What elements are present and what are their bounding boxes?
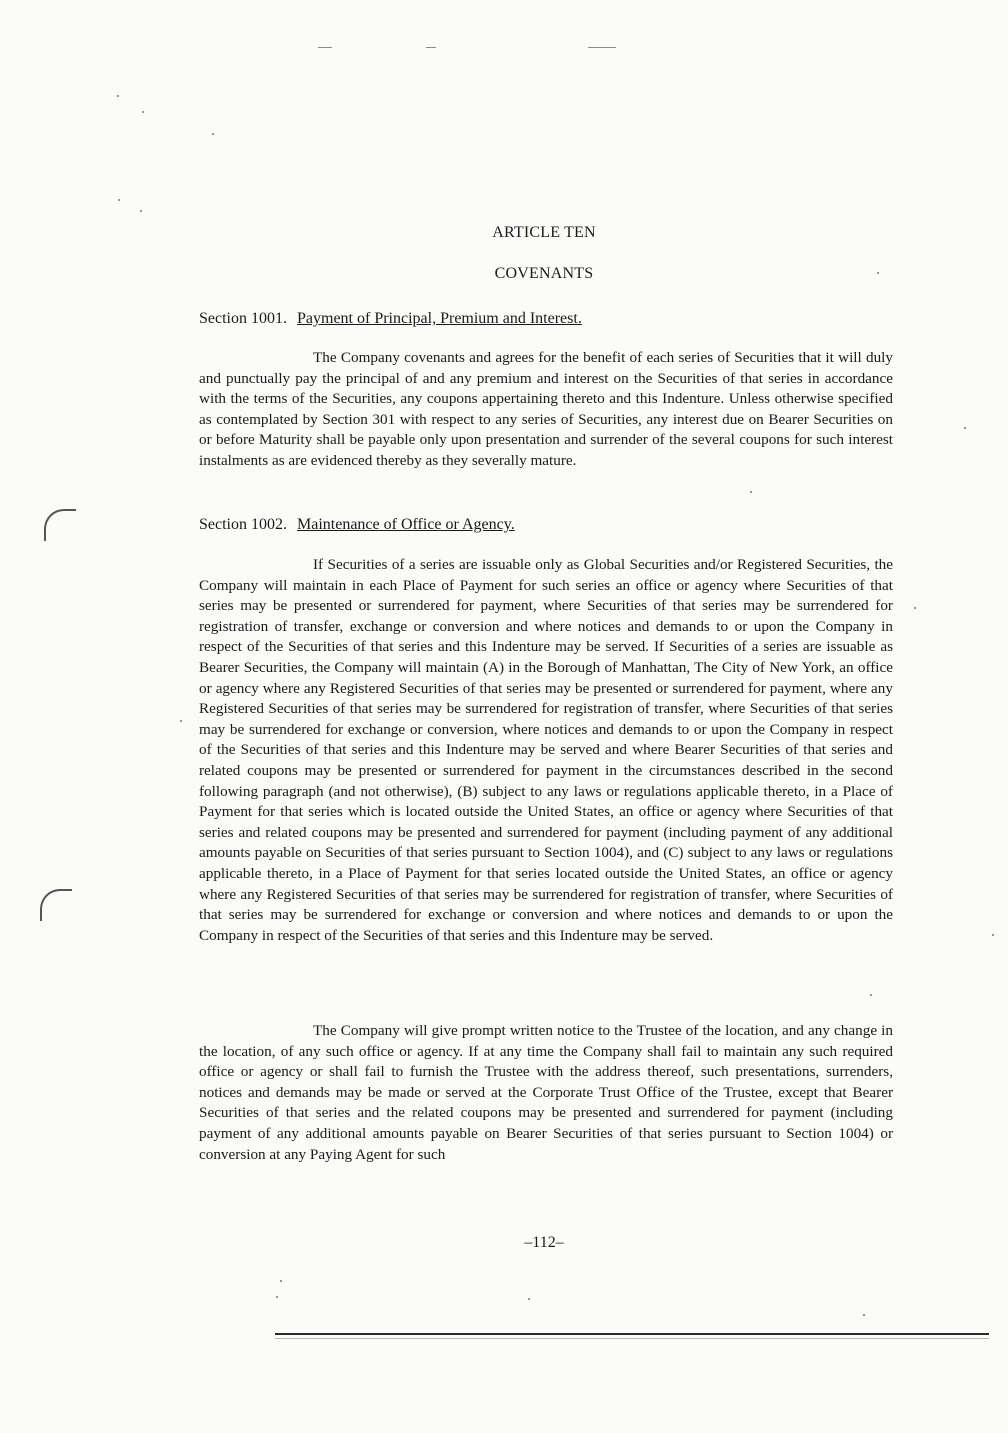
scan-noise [276,1296,278,1298]
scan-noise [870,994,872,996]
binder-hole-mark [44,509,76,541]
section-number: Section 1002. [199,516,287,533]
scan-noise [426,47,436,48]
article-subtitle: COVENANTS [494,265,594,282]
section-number: Section 1001. [199,310,287,327]
scan-noise [117,95,119,97]
footer-rule [275,1333,989,1335]
scan-noise [992,934,994,936]
section-1001-paragraph: The Company covenants and agrees for the benefit of each series of Securities that it will duly and punctually pay the principal of and any premium and interest on the Securities of that series in accordance with the terms of the Securities, any coupons appertaining thereto and this Indenture. Unless otherwise specified as contemplated by Section 301 with respect to any series of Securities, any interest due on Bearer Securities on or before Maturity shall be payable only upon presentation and surrender of the several coupons for such interest instalments as are evidenced thereby as they severally mature. [199,349,893,469]
page-number: –112– [524,1234,564,1251]
scan-noise [280,1280,282,1282]
article-title: ARTICLE TEN [492,224,596,241]
scan-noise [588,47,616,48]
scan-noise [212,133,214,135]
scan-noise [318,47,332,48]
scan-noise [118,199,120,201]
scan-noise [140,210,142,212]
section-1002-heading [199,516,515,534]
scan-noise [750,491,752,493]
section-1002-paragraph-2: The Company will give prompt written notice to the Trustee of the location, and any change in the location, of any such office or agency. If at any time the Company shall fail to maintain any such required office or agency or shall fail to furnish the Trustee with the address thereof, such presentations, surrenders, notices and demands may be made or served at the Corporate Trust Office of the Trustee, except that Bearer Securities of that series and the related coupons may be presented and surrendered for payment (including payment of any additional amounts payable on Bearer Securities of that series pursuant to Section 1004) or conversion at any Paying Agent for such [199,1022,893,1163]
scan-noise [528,1298,530,1300]
footer-rule-shadow [275,1338,989,1339]
binder-hole-mark [40,889,72,921]
section-title: Payment of Principal, Premium and Interest. [297,310,582,327]
scan-noise [180,720,182,722]
scan-noise [964,427,966,429]
section-1001-heading [199,310,582,328]
scan-noise [914,607,916,609]
scan-noise [142,111,144,113]
section-title: Maintenance of Office or Agency. [297,516,515,533]
section-1002-paragraph-1: If Securities of a series are issuable only as Global Securities and/or Registered Securities, the Company will maintain in each Place of Payment for such series an office or agency where Securities of that series may be presented or surrendered for payment, where Securities of that series may be surrendered for registration of transfer, exchange or conversion and where notices and demands to or upon the Company in respect of the Securities of that series and this Indenture may be served. If Securities of a series are issuable as Bearer Securities, the Company will maintain (A) in the Borough of Manhattan, The City of New York, an office or agency where any Registered Securities of that series may be presented or surrendered for payment, where any Registered Securities of that series may be surrendered for registration of transfer, where Securities of that series may be surrendered for exchange or conversion, where notices and demands to or upon the Company in respect of the Securities of that series and this Indenture may be served and where Bearer Securities of that series and related coupons may be presented or surrendered for payment in the circumstances described in the second following paragraph (and not otherwise), (B) subject to any laws or regulations applicable thereto, in a Place of Payment for that series which is located outside the United States, an office or agency where Securities of that series and related coupons may be presented and surrendered for payment (including payment of any additional amounts payable on Securities of that series pursuant to Section 1004), and (C) subject to any laws or regulations applicable thereto, in a Place of Payment for that series located outside the United States, an office or agency where any Registered Securities of that series may be surrendered for registration of transfer, where Securities of that series may be surrendered for exchange or conversion and where notices and demands to or upon the Company in respect of the Securities of that series and this Indenture may be served. [199,556,893,944]
scan-noise [863,1314,865,1316]
scan-noise [877,272,879,274]
